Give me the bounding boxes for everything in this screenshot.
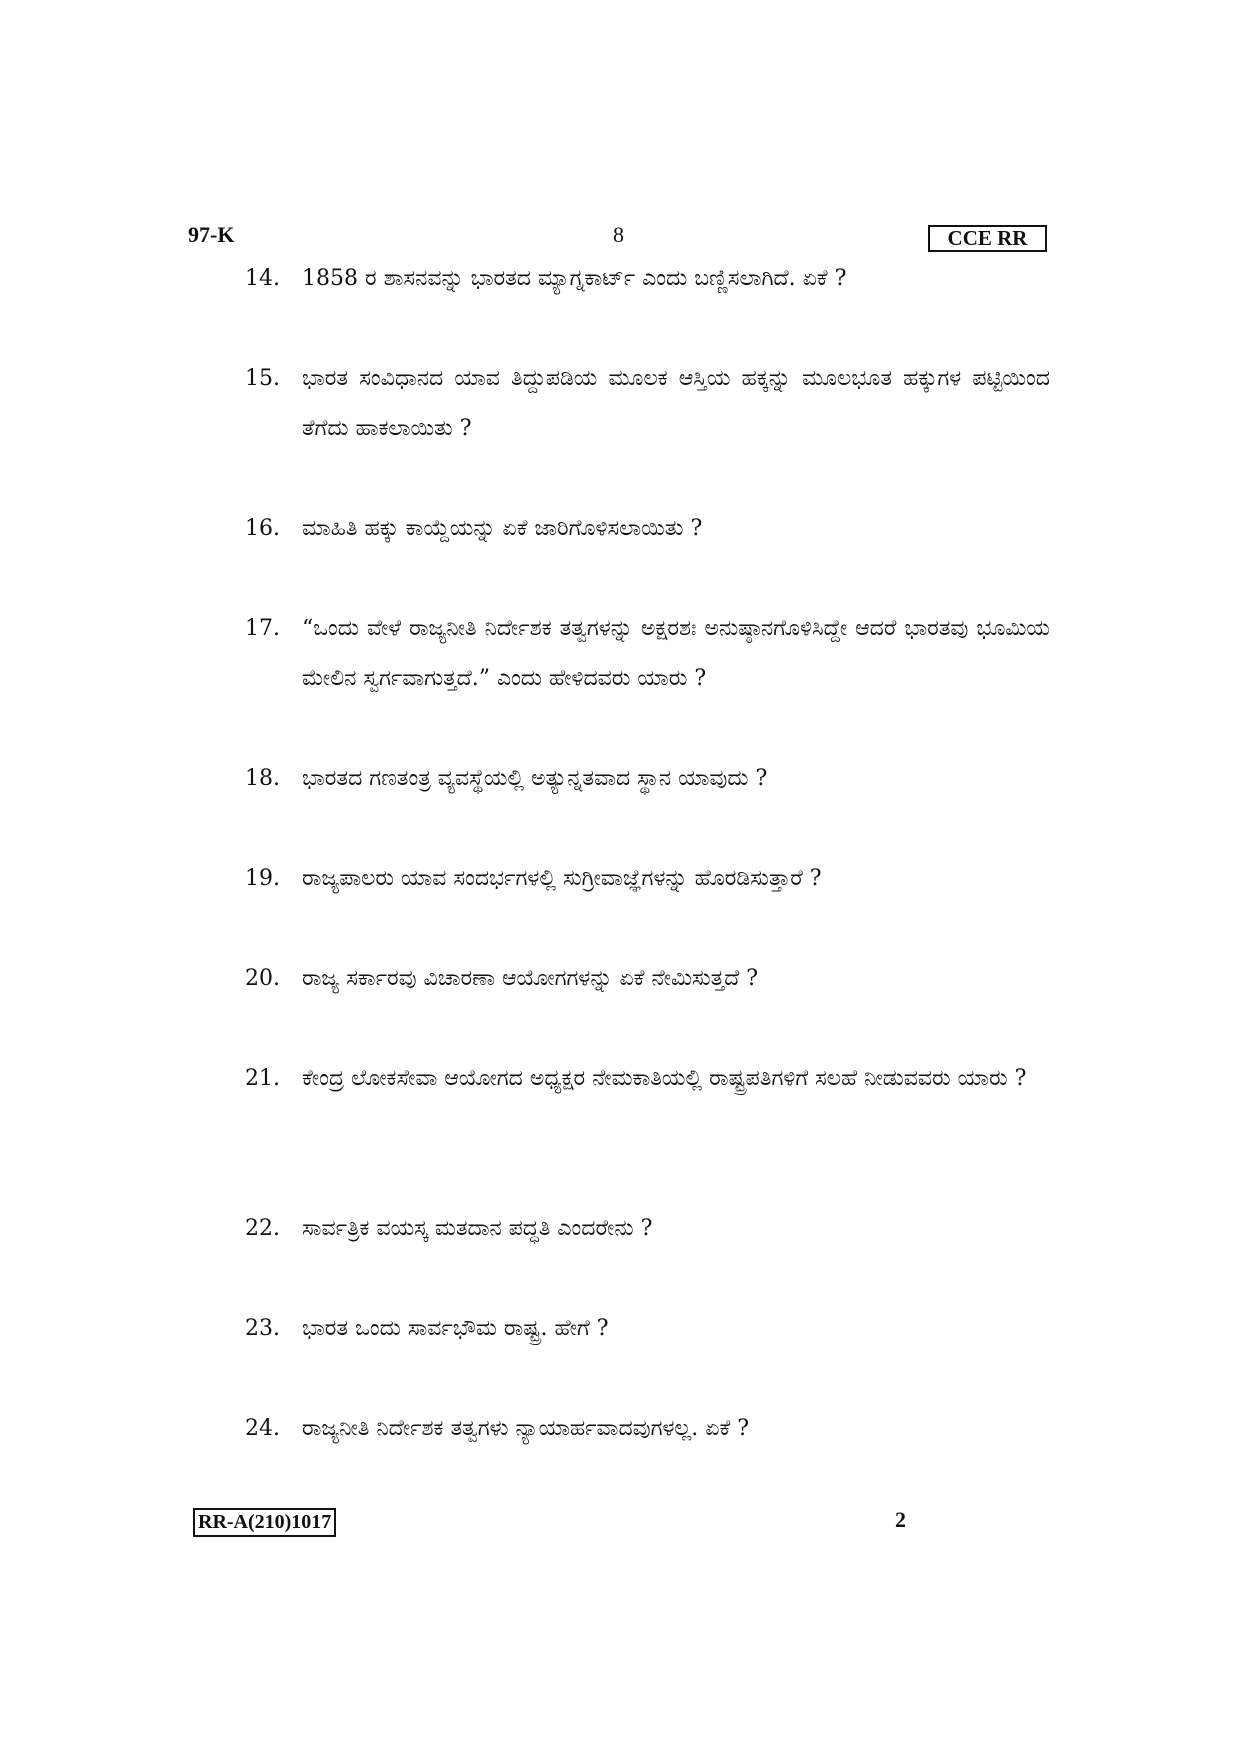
question-number: 17. xyxy=(245,616,280,641)
question-21 xyxy=(245,1054,1050,1104)
question-text: ಸಾರ್ವತ್ರಿಕ ವಯಸ್ಕ ಮತದಾನ ಪದ್ಧತಿ ಎಂದರೇನು ? xyxy=(302,1216,653,1241)
footer-code-box: RR-A(210)1017 xyxy=(193,1508,336,1537)
question-number: 15. xyxy=(245,366,280,391)
question-number: 24. xyxy=(245,1416,280,1441)
question-number: 23. xyxy=(245,1316,280,1341)
question-number: 19. xyxy=(245,866,280,891)
question-14 xyxy=(245,254,1050,304)
question-number: 16. xyxy=(245,516,280,541)
page-number: 8 xyxy=(613,222,624,247)
question-number: 20. xyxy=(245,966,280,991)
question-text: ಭಾರತ ಒಂದು ಸಾರ್ವಭೌಮ ರಾಷ್ಟ್ರ. ಹೇಗೆ ? xyxy=(302,1316,609,1341)
question-text: ರಾಜ್ಯಪಾಲರು ಯಾವ ಸಂದರ್ಭಗಳಲ್ಲಿ ಸುಗ್ರೀವಾಜ್ಞೆಗಳನ್ನು ಹೊರಡಿಸುತ್ತಾರೆ ? xyxy=(302,866,822,891)
question-text: “ಒಂದು ವೇಳೆ ರಾಜ್ಯನೀತಿ ನಿರ್ದೇಶಕ ತತ್ವಗಳನ್ನು ಅಕ್ಷರಶಃ ಅನುಷ್ಠಾನಗೊಳಿಸಿದ್ದೇ ಆದರೆ ಭಾರತವು ಭೂಮಿಯ ಮೇಲಿನ ಸ್ವರ್ಗವಾಗುತ್ತದೆ.” ಎಂದು ಹೇಳಿದವರು ಯಾರು ? xyxy=(302,616,1050,691)
question-number: 22. xyxy=(245,1216,280,1241)
question-text: ಭಾರತ ಸಂವಿಧಾನದ ಯಾವ ತಿದ್ದುಪಡಿಯ ಮೂಲಕ ಆಸ್ತಿಯ ಹಕ್ಕನ್ನು ಮೂಲಭೂತ ಹಕ್ಕುಗಳ ಪಟ್ಟಿಯಿಂದ ತೆಗೆದು ಹಾಕಲಾಯಿತು ? xyxy=(302,366,1050,441)
question-22 xyxy=(245,1204,1050,1254)
question-number: 21. xyxy=(245,1066,280,1091)
question-text: ಕೇಂದ್ರ ಲೋಕಸೇವಾ ಆಯೋಗದ ಅಧ್ಯಕ್ಷರ ನೇಮಕಾತಿಯಲ್ಲಿ ರಾಷ್ಟ್ರಪತಿಗಳಿಗೆ ಸಲಹೆ ನೀಡುವವರು ಯಾರು ? xyxy=(302,1066,1027,1091)
footer-page-number: 2 xyxy=(895,1507,906,1532)
exam-label-box: CCE RR xyxy=(928,225,1047,252)
question-text: ಮಾಹಿತಿ ಹಕ್ಕು ಕಾಯ್ದೆಯನ್ನು ಏಕೆ ಜಾರಿಗೊಳಿಸಲಾಯಿತು ? xyxy=(302,516,703,541)
question-23 xyxy=(245,1304,1050,1354)
question-18 xyxy=(245,754,1050,804)
question-24 xyxy=(245,1404,1050,1454)
question-15 xyxy=(245,354,1050,454)
question-17 xyxy=(245,604,1050,704)
question-text: ಭಾರತದ ಗಣತಂತ್ರ ವ್ಯವಸ್ಥೆಯಲ್ಲಿ ಅತ್ಯುನ್ನತವಾದ ಸ್ಥಾನ ಯಾವುದು ? xyxy=(302,766,768,791)
paper-code: 97-K xyxy=(188,222,235,247)
question-number: 18. xyxy=(245,766,280,791)
question-20 xyxy=(245,954,1050,1004)
question-19 xyxy=(245,854,1050,904)
question-16 xyxy=(245,504,1050,554)
question-text: ರಾಜ್ಯ ಸರ್ಕಾರವು ವಿಚಾರಣಾ ಆಯೋಗಗಳನ್ನು ಏಕೆ ನೇಮಿಸುತ್ತದೆ ? xyxy=(302,966,759,991)
question-text: ರಾಜ್ಯನೀತಿ ನಿರ್ದೇಶಕ ತತ್ವಗಳು ನ್ಯಾಯಾರ್ಹವಾದವುಗಳಲ್ಲ. ಏಕೆ ? xyxy=(302,1416,750,1441)
question-number: 14. xyxy=(245,266,280,291)
question-text: 1858 ರ ಶಾಸನವನ್ನು ಭಾರತದ ಮ್ಯಾಗ್ನಕಾರ್ಟ್ ಎಂದು ಬಣ್ಣಿಸಲಾಗಿದೆ. ಏಕೆ ? xyxy=(302,266,847,291)
